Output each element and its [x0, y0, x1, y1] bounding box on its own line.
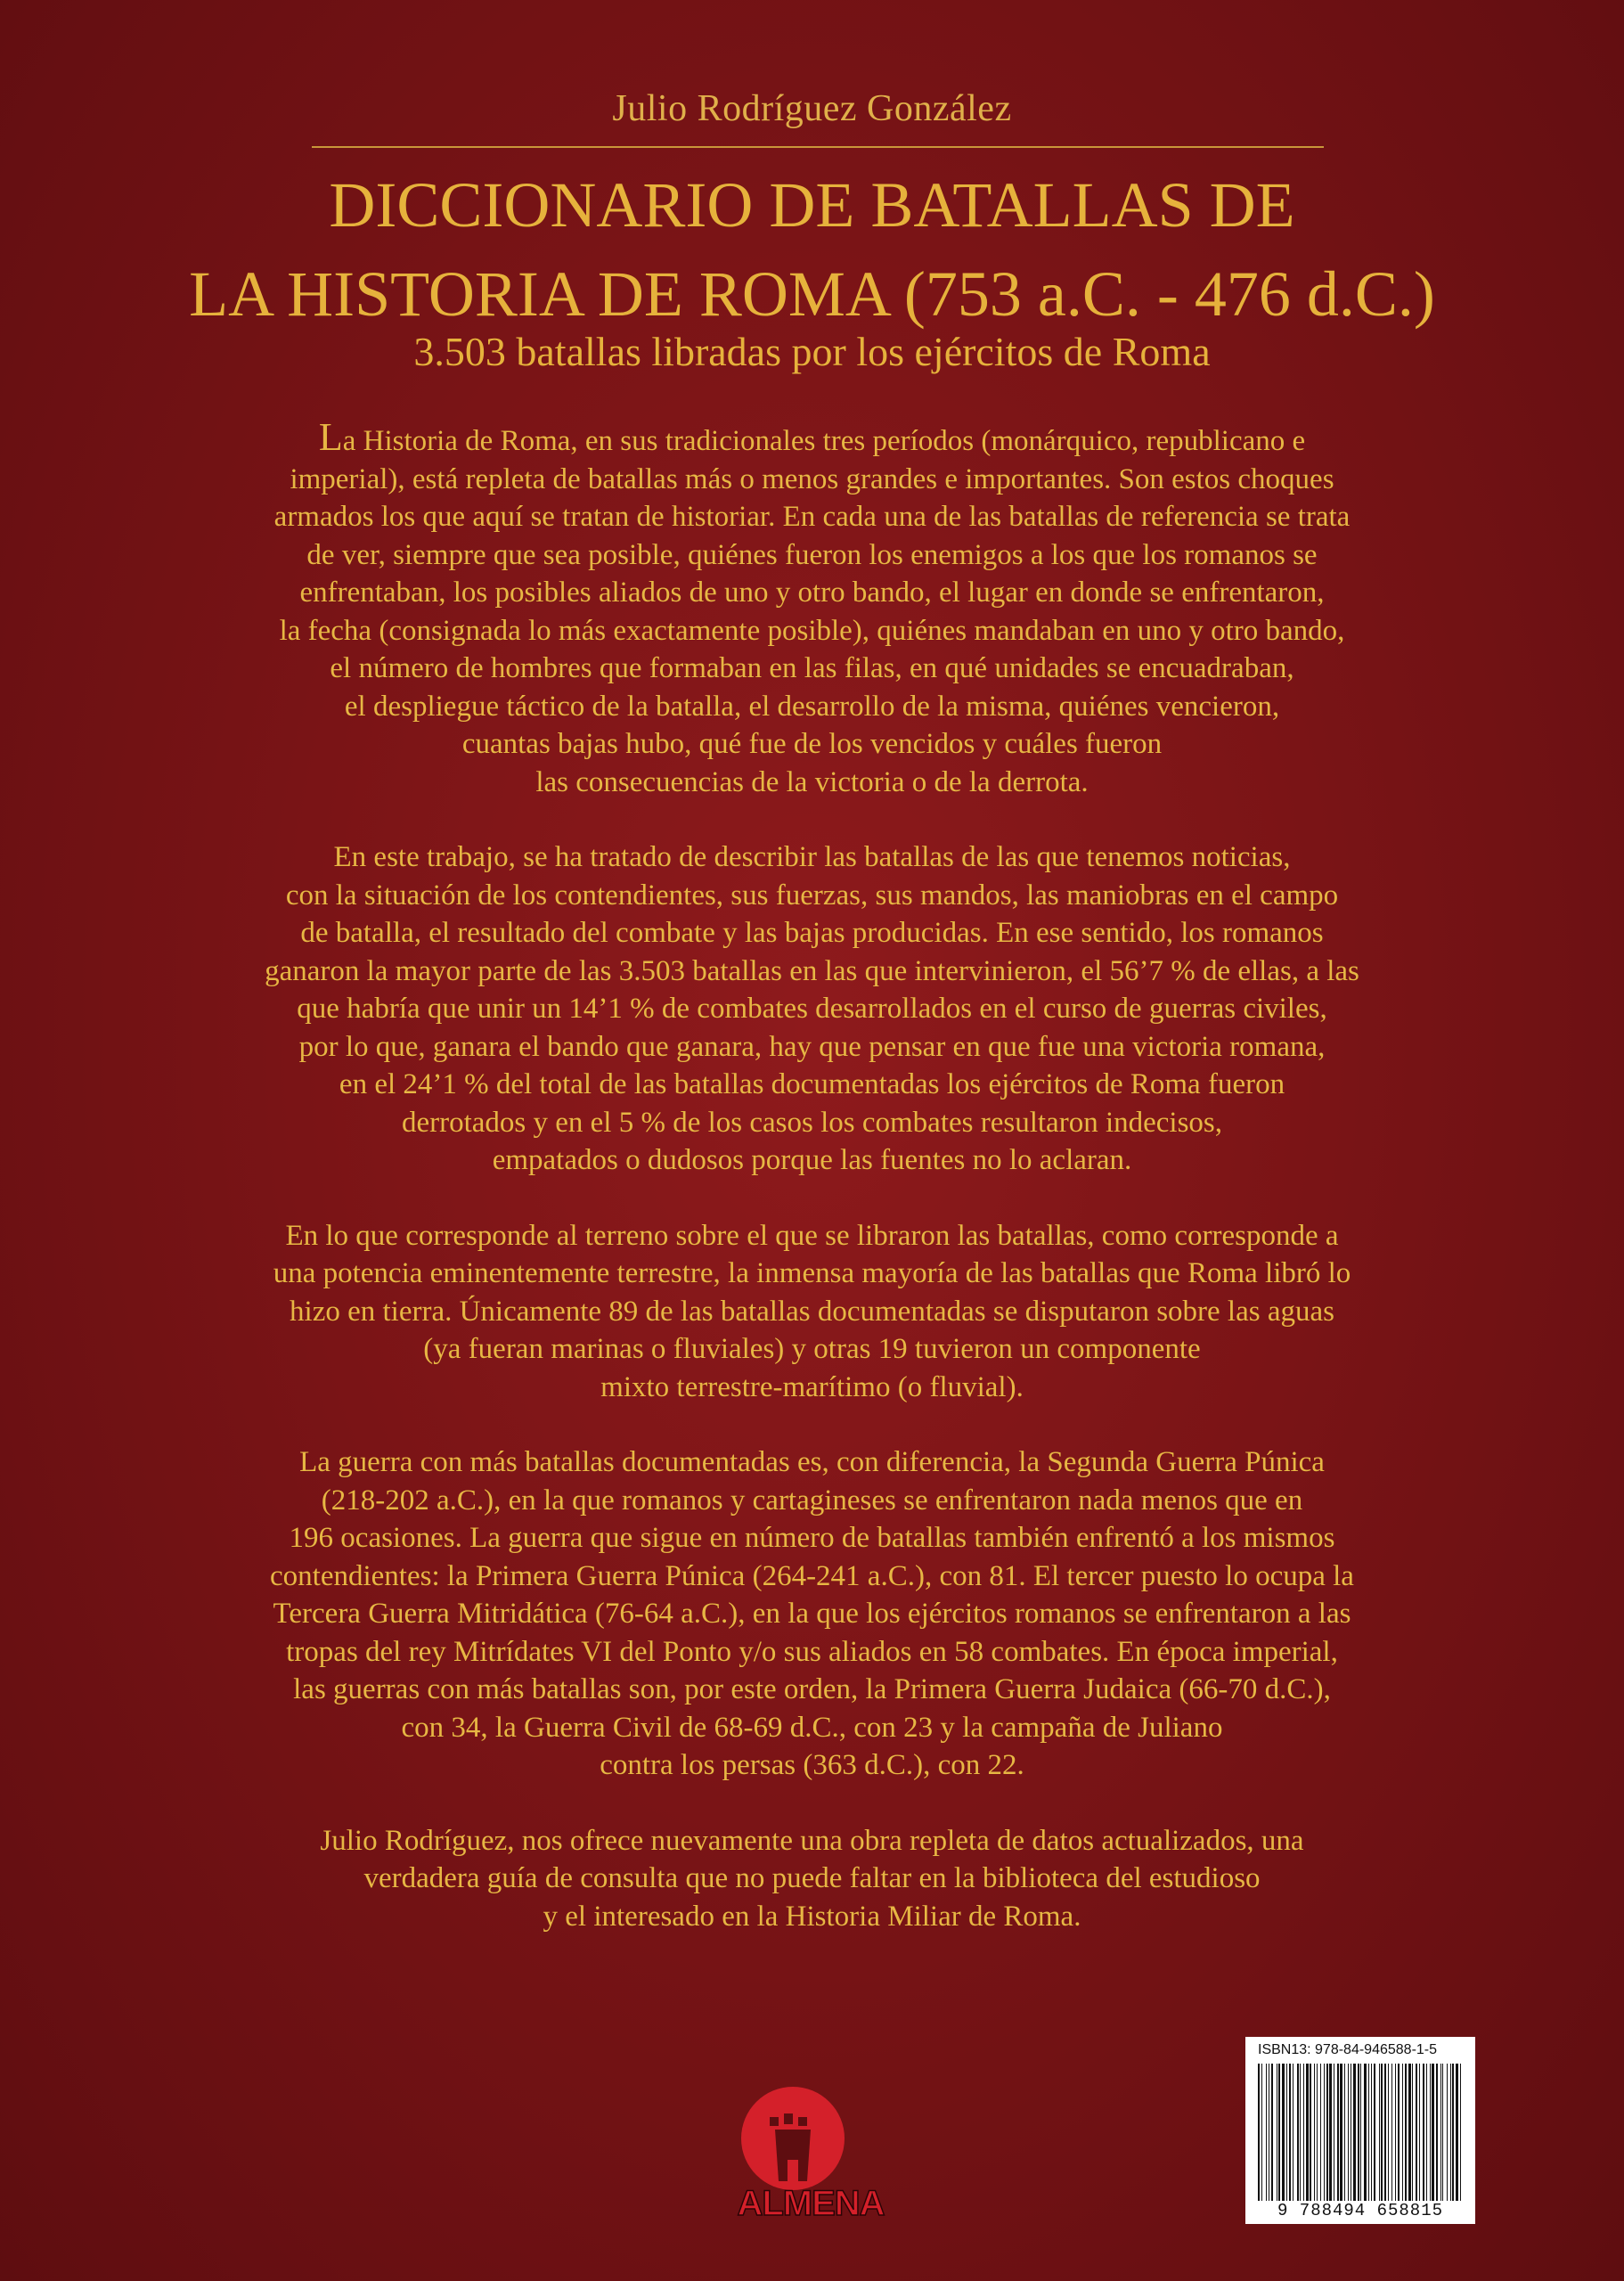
publisher-logo [713, 2074, 909, 2226]
isbn-label: ISBN13: 978-84-946588-1-5 [1258, 2042, 1438, 2057]
paragraph-4 [134, 1443, 1490, 1785]
paragraph-line: Julio Rodríguez, nos ofrece nuevamente una obra repleta de datos actualizados, una [320, 1824, 1304, 1857]
title-line-2: LA HISTORIA DE ROMA (753 a.C. - 476 d.C.) [189, 258, 1435, 330]
paragraph-line: en el 24’1 % del total de las batallas documentadas los ejércitos de Roma fueron [339, 1068, 1285, 1100]
paragraph-line: con 34, la Guerra Civil de 68-69 d.C., con 23 y la campaña de Juliano [401, 1711, 1223, 1744]
paragraph-2 [134, 838, 1490, 1180]
paragraph-line: tropas del rey Mitrídates VI del Ponto y/o sus aliados en 58 combates. En época imperial, [286, 1635, 1338, 1668]
paragraph-line: contendientes: la Primera Guerra Púnica (264-241 a.C.), con 81. El tercer puesto lo ocupa la [270, 1559, 1354, 1592]
barcode-bars [1254, 2064, 1466, 2206]
paragraph-line: y el interesado en la Historia Miliar de Roma. [543, 1900, 1081, 1933]
paragraph-line: derrotados y en el 5 % de los casos los combates resultaron indecisos, [401, 1106, 1223, 1139]
paragraph-line: Tercera Guerra Mitridática (76-64 a.C.), en la que los ejércitos romanos se enfrentaron a las [273, 1598, 1351, 1630]
paragraph-line: cuantas bajas hubo, qué fue de los vencidos y cuáles fueron [461, 728, 1163, 760]
paragraph-line: mixto terrestre-marítimo (o fluvial). [600, 1370, 1024, 1403]
paragraph-line: las guerras con más batallas son, por este orden, la Primera Guerra Judaica (66-70 d.C.), [293, 1673, 1331, 1705]
paragraph-line: de ver, siempre que sea posible, quiénes fueron los enemigos a los que los romanos se [306, 538, 1318, 571]
paragraph-5 [134, 1822, 1490, 1936]
drop-cap-letter: L [318, 415, 343, 459]
paragraph-line: contra los persas (363 d.C.), con 22. [600, 1749, 1024, 1781]
paragraph-line: La guerra con más batallas documentadas es, con diferencia, la Segunda Guerra Púnica [299, 1446, 1325, 1478]
barcode-number: 9 788494 658815 [1254, 2201, 1466, 2220]
book-title [0, 160, 1624, 339]
book-subtitle: 3.503 batallas libradas por los ejércitos de Roma [413, 329, 1211, 374]
paragraph-line: una potencia eminentemente terrestre, la inmensa mayoría de las batallas que Roma libró lo [273, 1257, 1351, 1289]
paragraph-line: ganaron la mayor parte de las 3.503 batallas en las que intervinieron, el 56’7 % de ellas, a las [265, 954, 1359, 987]
paragraph-line: 196 ocasiones. La guerra que sigue en número de batallas también enfrentó a los mismos [289, 1522, 1335, 1554]
paragraph-line: por lo que, ganara el bando que ganara, hay que pensar en que fue una victoria romana, [298, 1030, 1326, 1063]
paragraph-line: imperial), está repleta de batallas más o menos grandes e importantes. Son estos choques [290, 462, 1334, 495]
title-line-1: DICCIONARIO DE BATALLAS DE [329, 169, 1295, 241]
paragraph-line: con la situación de los contendientes, sus fuerzas, sus mandos, las maniobras en el campo [285, 879, 1339, 912]
paragraph-line: armados los que aquí se tratan de historiar. En cada una de las batallas de referencia se trata [273, 501, 1351, 533]
paragraph-line: enfrentaban, los posibles aliados de uno y otro bando, el lugar en donde se enfrentaron, [299, 576, 1325, 609]
paragraph-line: En lo que corresponde al terreno sobre el que se libraron las batallas, como corresponde a [285, 1219, 1339, 1252]
paragraph-line: de batalla, el resultado del combate y las bajas producidas. En ese sentido, los romanos [300, 917, 1324, 949]
paragraph-line: empatados o dudosos porque las fuentes no lo aclaran. [492, 1144, 1132, 1176]
paragraph-line: La Historia de Roma, en sus tradicionales tres períodos (monárquico, republicano e [318, 415, 1306, 459]
paragraph-1 [134, 415, 1490, 801]
paragraph-line: (ya fueran marinas o fluviales) y otras 19 tuvieron un componente [423, 1333, 1201, 1365]
paragraph-line: En este trabajo, se ha tratado de describir las batallas de las que tenemos noticias, [333, 841, 1291, 873]
paragraph-line: el despliegue táctico de la batalla, el desarrollo de la misma, quiénes vencieron, [344, 690, 1280, 723]
title-divider [312, 146, 1324, 148]
paragraph-line: el número de hombres que formaban en las filas, en qué unidades se encuadraban, [330, 652, 1294, 684]
paragraph-line: que habría que unir un 14’1 % de combates desarrollados en el curso de guerras civiles, [297, 993, 1327, 1025]
blurb-text [134, 415, 1490, 1973]
paragraph-line: la fecha (consignada lo más exactamente posible), quiénes mandaban en uno y otro bando, [279, 614, 1345, 647]
paragraph-line: verdadera guía de consulta que no puede faltar en la biblioteca del estudioso [363, 1862, 1261, 1894]
publisher-logo-text: ALMENA [737, 2184, 885, 2223]
paragraph-line: (218-202 a.C.), en la que romanos y cartagineses se enfrentaron nada menos que en [321, 1484, 1303, 1517]
author-name: Julio Rodríguez González [612, 88, 1012, 129]
paragraph-line: las consecuencias de la victoria o de la derrota. [535, 765, 1089, 798]
isbn-barcode [1245, 2037, 1475, 2224]
paragraph-3 [134, 1217, 1490, 1407]
paragraph-line: hizo en tierra. Únicamente 89 de las batallas documentadas se disputaron sobre las aguas [290, 1295, 1334, 1328]
